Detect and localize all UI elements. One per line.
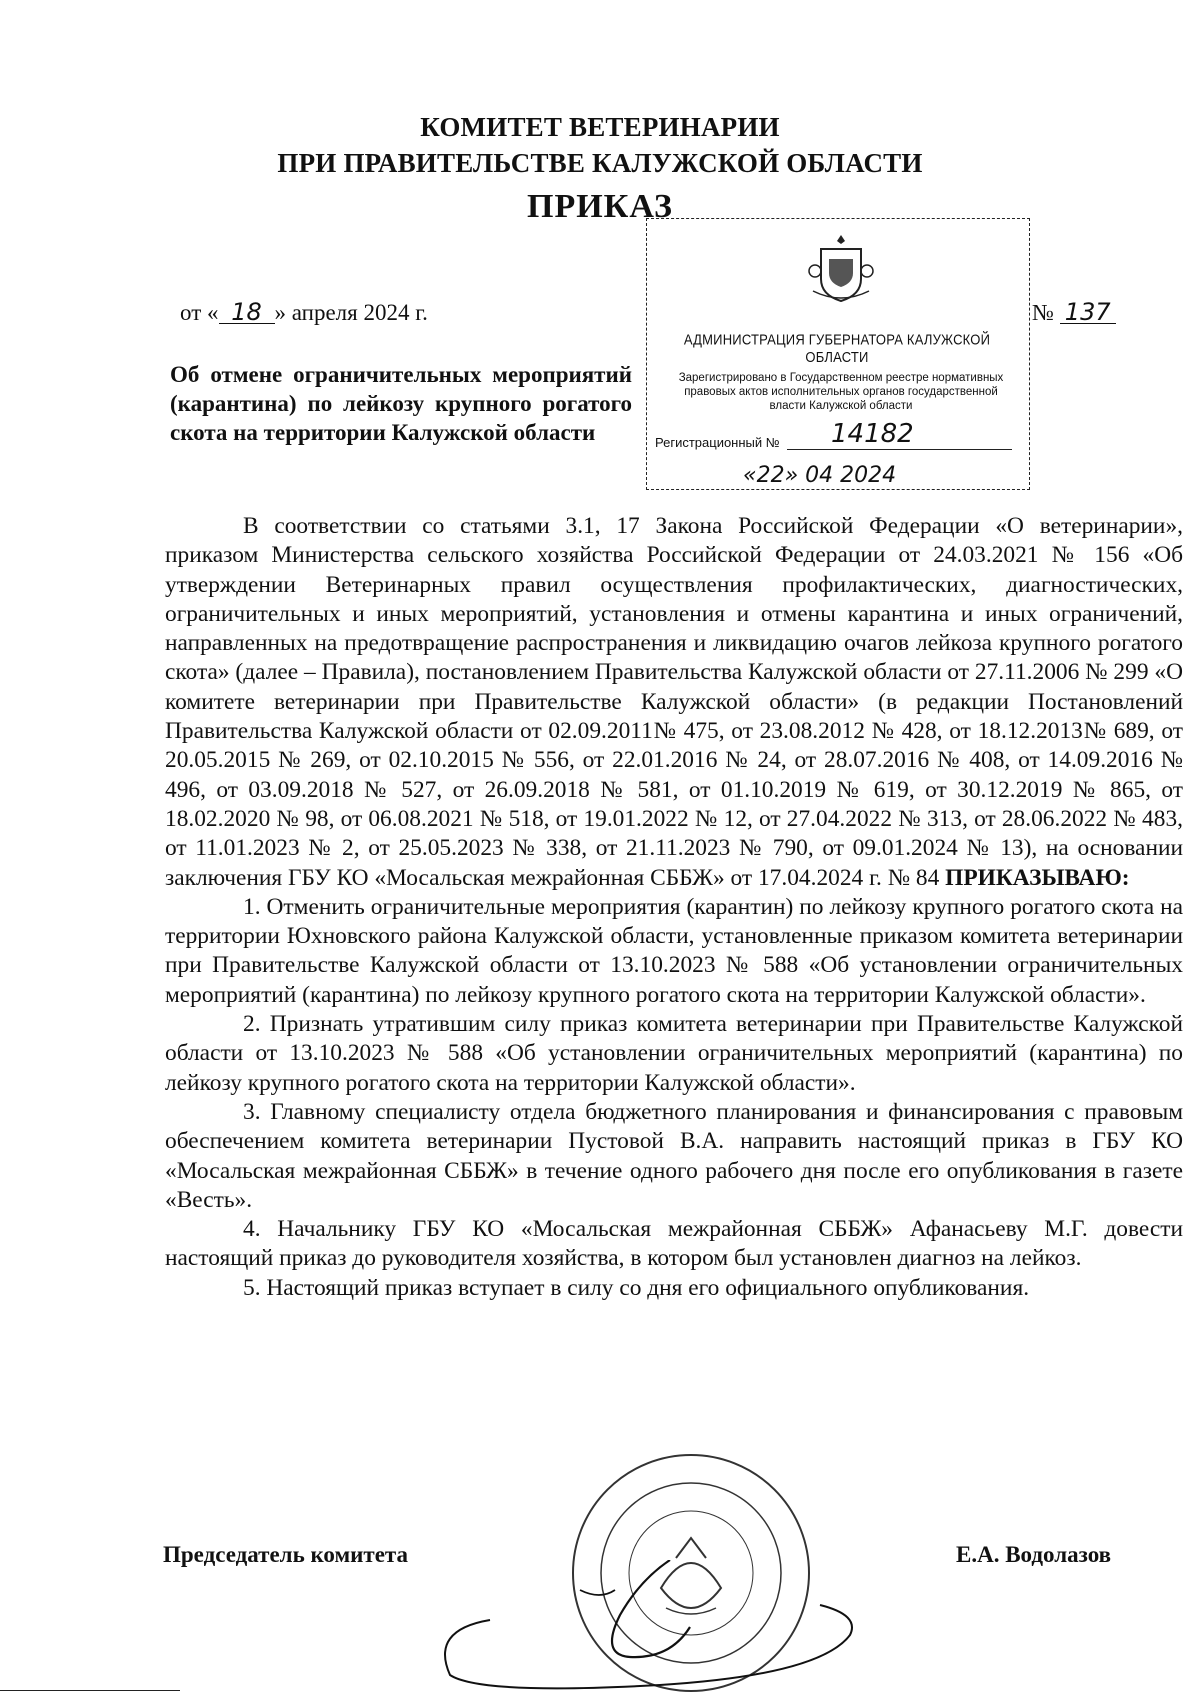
header-org-line2: ПРИ ПРАВИТЕЛЬСТВЕ КАЛУЖСКОЙ ОБЛАСТИ: [277, 148, 923, 178]
stamp-reg-date: «22» 04 2024: [743, 463, 897, 488]
signatory-position: Председатель комитета: [163, 1542, 408, 1567]
order-subject: Об отмене ограничительных мероприятий (карантина) по лейкозу крупного рогатого скота на территории Калужской области: [170, 362, 632, 445]
order-number-handwritten: 137: [1060, 301, 1116, 324]
document-title: ПРИКАЗ: [527, 188, 673, 225]
date-line: [180, 300, 428, 326]
preamble-paragraph: [165, 512, 1183, 893]
stamp-reg-number-underline: [787, 449, 1012, 450]
date-suffix: » апреля 2024 г.: [274, 300, 428, 325]
order-item: 2. Признать утратившим силу приказ комитета ветеринарии при Правительстве Калужской области от 13.10.2023 № 588 «Об установлении ограничительных мероприятий (карантина) по лейкозу крупного рогатого скота на территории Калужской области».: [165, 1011, 1183, 1096]
header-org-line1: КОМИТЕТ ВЕТЕРИНАРИИ: [420, 112, 780, 142]
number-prefix: №: [1032, 300, 1054, 325]
stamp-authority: АДМИНИСТРАЦИЯ ГУБЕРНАТОРА КАЛУЖСКОЙ ОБЛАСТИ: [683, 330, 991, 366]
signatory-name: Е.А. Водолазов: [956, 1542, 1112, 1567]
stamp-reg-number-label: Регистрационный №: [655, 435, 780, 450]
order-item: 4. Начальнику ГБУ КО «Мосальская межрайонная СББЖ» Афанасьеву М.Г. довести настоящий приказ до руководителя хозяйства, в котором был установлен диагноз на лейкоз.: [165, 1216, 1183, 1272]
stamp-reg-number: 14182: [831, 419, 914, 449]
handwritten-signature-icon: [430, 1560, 860, 1697]
footer-divider: [0, 1690, 180, 1691]
official-seal-icon: [556, 1438, 826, 1708]
order-number-line: [1032, 300, 1116, 326]
preamble-text: В соответствии со статьями 3.1, 17 Закона Российской Федерации «О ветеринарии», приказом Министерства сельского хозяйства Российской Федерации от 24.03.2021 № 156 «Об утверждении Ветеринарных правил осуществления профилактических, диагностических, ограничительных и иных мероприятий, установления и отмены карантина и иных ограничений, направленных на предотвращение распространения и ликвидацию очагов лейкоза крупного рогатого скота» (далее – Правила), постановлением Правительства Калужской области от 27.11.2006 № 299 «О комитете ветеринарии при Правительстве Калужской области» (в редакции Постановлений Правительства Калужской области от 02.09.2011№ 475, от 23.08.2012 № 428, от 18.12.2013№ 689, от 20.05.2015 № 269, от 02.10.2015 № 556, от 22.01.2016 № 24, от 28.07.2016 № 408, от 14.09.2016 № 496, от 03.09.2018 № 527, от 26.09.2018 № 581, от 01.10.2019 № 619, от 30.12.2019 № 865, от 18.02.2020 № 98, от 06.08.2021 № 518, от 19.01.2022 № 12, от 27.04.2022 № 313, от 28.06.2022 № 483, от 11.01.2023 № 2, от 25.05.2023 № 338, от 21.11.2023 № 790, от 09.01.2024 № 13), на основании заключения ГБУ КО «Мосальская межрайонная СББЖ» от 17.04.2024 г. № 84: [165, 513, 1183, 891]
order-item: 5. Настоящий приказ вступает в силу со дня его официального опубликования.: [243, 1274, 1030, 1301]
order-item: 3. Главному специалисту отдела бюджетного планирования и финансирования с правовым обеспечением комитета ветеринарии Пустовой В.А. направить настоящий приказ в ГБУ КО «Мосальская межрайонная СББЖ» в течение одного рабочего дня после его опубликования в газете «Весть».: [165, 1098, 1183, 1213]
date-day-handwritten: 18: [219, 301, 275, 324]
order-body: [165, 512, 1183, 1303]
stamp-registered-text: Зарегистрировано в Государственном реестре нормативных правовых актов исполнительных органов государственной власти Калужской области: [678, 372, 1004, 412]
order-word: ПРИКАЗЫВАЮ:: [945, 864, 1130, 891]
registration-stamp: [646, 218, 1030, 490]
order-item: 1. Отменить ограничительные мероприятия (карантин) по лейкозу крупного рогатого скота на территории Юхновского района Калужской области, установленные приказом комитета ветеринарии при Правительстве Калужской области от 13.10.2023 № 588 «Об установлении ограничительных мероприятий (карантина) по лейкозу крупного рогатого скота на территории Калужской области».: [165, 893, 1183, 1008]
date-prefix: от «: [180, 300, 219, 325]
coat-of-arms-icon: [803, 231, 879, 307]
